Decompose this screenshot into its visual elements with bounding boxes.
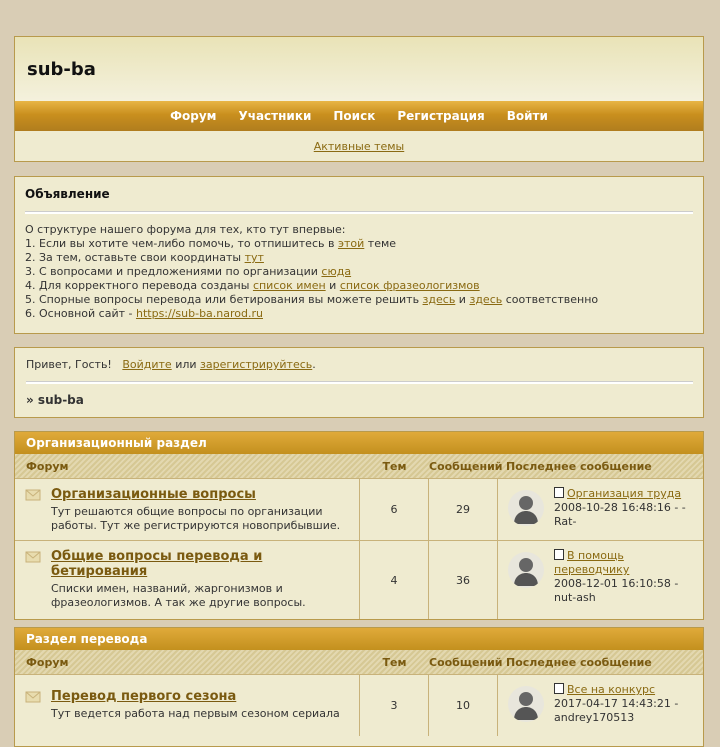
last-post-user: andrey170513 bbox=[554, 711, 635, 724]
forum-cell bbox=[15, 541, 360, 619]
topics-count: 3 bbox=[360, 675, 429, 736]
forum-link[interactable]: Перевод первого сезона bbox=[51, 689, 237, 704]
text: 3. С вопросами и предложениями по организации bbox=[25, 265, 322, 278]
col-forum: Форум bbox=[26, 459, 69, 473]
text: теме bbox=[364, 237, 397, 250]
main-site-link[interactable]: https://sub-ba.narod.ru bbox=[135, 307, 263, 320]
post-icon bbox=[554, 683, 564, 694]
avatar bbox=[508, 552, 544, 588]
last-post-link[interactable]: В помощь переводчику bbox=[554, 549, 630, 576]
announcement-line-6 bbox=[25, 307, 693, 321]
posts-count: 36 bbox=[429, 541, 498, 619]
last-post-info bbox=[554, 549, 684, 615]
envelope-icon bbox=[25, 489, 41, 501]
names-list-link[interactable]: список имен bbox=[252, 279, 326, 292]
divider bbox=[26, 381, 693, 384]
text: и bbox=[325, 279, 340, 292]
nav-forum[interactable]: Форум bbox=[170, 109, 217, 123]
sub-navbar bbox=[15, 131, 703, 161]
post-icon bbox=[554, 487, 564, 498]
nav-search[interactable]: Поиск bbox=[333, 109, 376, 123]
last-post-cell bbox=[498, 479, 703, 540]
nav-login[interactable]: Войти bbox=[506, 109, 548, 123]
breadcrumb[interactable]: » sub-ba bbox=[26, 393, 84, 407]
register-link[interactable]: зарегистрируйтесь bbox=[200, 358, 313, 371]
envelope-icon bbox=[25, 551, 41, 563]
posts-count: 29 bbox=[429, 479, 498, 540]
last-post-info bbox=[554, 683, 678, 732]
announcement-intro: О структуре нашего форума для тех, кто тут впервые: bbox=[25, 223, 346, 236]
topics-count: 4 bbox=[360, 541, 429, 619]
text: 6. Основной сайт - bbox=[25, 307, 136, 320]
last-post-link[interactable]: Организация труда bbox=[567, 487, 682, 500]
title-area bbox=[15, 37, 703, 101]
forum-link[interactable]: Общие вопросы перевода и бетирования bbox=[51, 549, 263, 579]
nav-members[interactable]: Участники bbox=[238, 109, 312, 123]
last-post-date: 2008-10-28 16:48:16 - - bbox=[554, 501, 686, 514]
site-title[interactable]: sub-ba bbox=[27, 58, 96, 80]
announcement-line-2 bbox=[25, 251, 693, 265]
col-last-post: Последнее сообщение bbox=[506, 655, 652, 669]
last-post-date: 2017-04-17 14:43:21 - bbox=[554, 697, 679, 710]
forum-cell bbox=[15, 479, 360, 540]
main-navbar bbox=[15, 101, 703, 131]
announcement-line-4 bbox=[25, 279, 693, 293]
forum-row bbox=[15, 478, 703, 540]
announcement-box bbox=[14, 176, 704, 334]
col-forum: Форум bbox=[26, 655, 69, 669]
last-post-cell bbox=[498, 541, 703, 619]
envelope-icon bbox=[25, 691, 41, 703]
last-post-user: Rat- bbox=[554, 515, 577, 528]
text: 1. Если вы хотите чем-либо помочь, то отпишитесь в bbox=[25, 237, 338, 250]
text: соответственно bbox=[502, 293, 599, 306]
col-topics: Тем bbox=[382, 459, 407, 473]
this-topic-link[interactable]: этой bbox=[337, 237, 365, 250]
forum-cell bbox=[15, 675, 360, 736]
divider bbox=[25, 211, 693, 214]
dot: . bbox=[312, 358, 316, 371]
forum-description: Списки имен, названий, жаргонизмов и фразеологизмов. А так же другие вопросы. bbox=[51, 582, 306, 609]
last-post-user: nut-ash bbox=[554, 591, 596, 604]
avatar bbox=[508, 490, 544, 526]
announcement-line-5 bbox=[25, 293, 693, 307]
col-posts: Сообщений bbox=[429, 459, 503, 473]
nav-register[interactable]: Регистрация bbox=[397, 109, 485, 123]
announcement-line-3 bbox=[25, 265, 693, 279]
last-post-cell bbox=[498, 675, 703, 736]
column-headers bbox=[15, 454, 703, 478]
last-post-link[interactable]: Все на конкурс bbox=[567, 683, 656, 696]
forum-row bbox=[15, 674, 703, 736]
last-post-date: 2008-12-01 16:10:58 - bbox=[554, 577, 679, 590]
text: и bbox=[455, 293, 470, 306]
col-last-post: Последнее сообщение bbox=[506, 459, 652, 473]
last-post-info bbox=[554, 487, 686, 536]
forum-row bbox=[15, 540, 703, 619]
text: 4. Для корректного перевода созданы bbox=[25, 279, 253, 292]
category-title[interactable]: Раздел перевода bbox=[15, 628, 703, 650]
post-icon bbox=[554, 549, 564, 560]
forum-description: Тут решаются общие вопросы по организации работы. Тут же регистрируются новоприбывшие. bbox=[51, 505, 341, 532]
category-title[interactable]: Организационный раздел bbox=[15, 432, 703, 454]
greeting-line bbox=[26, 358, 693, 371]
category-translation bbox=[14, 627, 704, 747]
forum-link[interactable]: Организационные вопросы bbox=[51, 487, 256, 502]
login-link[interactable]: Войдите bbox=[122, 358, 172, 371]
topics-count: 6 bbox=[360, 479, 429, 540]
posts-count: 10 bbox=[429, 675, 498, 736]
here-link[interactable]: здесь bbox=[469, 293, 503, 306]
active-topics-link[interactable]: Активные темы bbox=[313, 139, 405, 153]
avatar bbox=[508, 686, 544, 722]
announcement-line-1 bbox=[25, 237, 693, 251]
greeting: Привет, Гость! bbox=[26, 358, 112, 371]
forum-description: Тут ведется работа над первым сезоном сериала bbox=[51, 707, 340, 720]
here-link[interactable]: тут bbox=[244, 251, 264, 264]
forum-header bbox=[14, 36, 704, 162]
announcement-title: Объявление bbox=[25, 187, 110, 201]
phrases-list-link[interactable]: список фразеологизмов bbox=[339, 279, 480, 292]
here-link[interactable]: сюда bbox=[321, 265, 352, 278]
or-text: или bbox=[175, 358, 197, 371]
col-posts: Сообщений bbox=[429, 655, 503, 669]
welcome-box bbox=[14, 347, 704, 418]
column-headers bbox=[15, 650, 703, 674]
text: 2. За тем, оставьте свои координаты bbox=[25, 251, 245, 264]
here-link[interactable]: здесь bbox=[422, 293, 456, 306]
col-topics: Тем bbox=[382, 655, 407, 669]
text: 5. Спорные вопросы перевода или бетирования вы можете решить bbox=[25, 293, 423, 306]
category-organizational bbox=[14, 431, 704, 620]
